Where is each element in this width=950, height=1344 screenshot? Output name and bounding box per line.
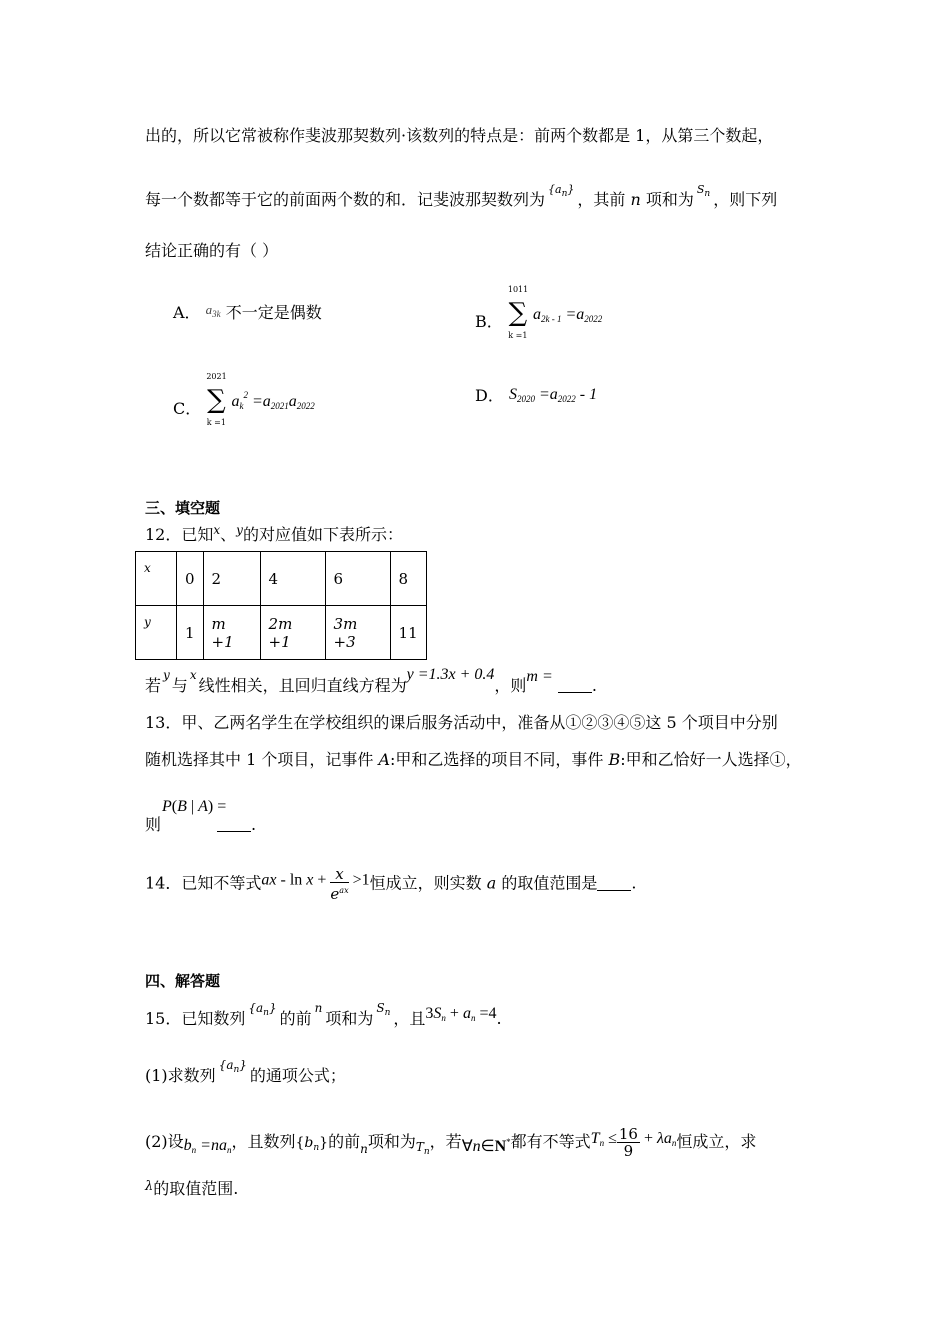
xy-table <box>135 551 427 660</box>
p15-line1: 15．已知数列$^{\{a_n\}}$的前$^n$项和为$^{S_n}$ ，且$3S_n + a_n =4$. <box>145 1001 502 1028</box>
p13-line2: 随机选择其中 1 个项目，记事件 A:甲和乙选择的项目不同，事件 B:甲和乙恰好一人选择①， <box>145 750 802 769</box>
option-c[interactable]: C． 2021 ∑ k =1 $a_k^2 =a_{2021}a_{2022}$ <box>173 372 315 427</box>
p11-line2: 每一个数都等于它的前面两个数的和．记斐波那契数列为$^{\{a_n\}}$，其前 n 项和为$^{S_n}$ ，则下列 <box>145 183 778 209</box>
summation-b: 1011 ∑ k =1 <box>507 285 529 340</box>
p12-line1: 12．已知$^x$、$^y$的对应值如下表所示： <box>145 523 403 544</box>
p15-part1: (1)求数列$^{\{a_n\}}$的通项公式； <box>145 1058 346 1085</box>
p15-part2: (2)设$b_n =na_n$，且数列$\{b_n\}$的前$_n$项和为$_{T_n}$，若∀n∈N*都有不等式$T_n$ ≤ $\frac{16}{9}$ + $\lambda a_n$恒成立，求 <box>145 1125 757 1160</box>
sum-s-n-symbol: Sn <box>696 183 711 199</box>
option-d[interactable]: D． $S_{2020} =a_{2022} - 1$ <box>475 386 598 405</box>
p13-formula: P(B | A) = <box>162 798 227 815</box>
p13-line3: 则 . <box>145 815 257 834</box>
seq-a-n-symbol: {an} <box>548 183 575 199</box>
summation-c: 2021 ∑ k =1 <box>206 372 227 427</box>
section-3-heading: 三、填空题 <box>145 499 221 517</box>
p11-line1: 出的，所以它常被称作斐波那契数列·该数列的特点是：前两个数都是 1，从第三个数起， <box>145 126 774 145</box>
p14-line: 14．已知不等式ax - ln x + $\frac{x}{e^{ax}}$ >1恒成立，则实数 a 的取值范围是 . <box>145 865 637 903</box>
p13-line1: 13．甲、乙两名学生在学校组织的课后服务活动中，准备从①②③④⑤这 5 个项目中分别 <box>145 713 778 732</box>
p15-part2-end: $^\lambda$的取值范围. <box>145 1179 239 1198</box>
p11-line3: 结论正确的有（ ） <box>145 241 279 260</box>
option-a[interactable]: A． $^{a_{3k}}$ 不一定是偶数 <box>173 302 322 322</box>
answer-blank[interactable] <box>597 876 631 891</box>
answer-blank[interactable] <box>217 817 251 832</box>
p12-line2: 若$^y$与$^x$线性相关，且回归直线方程为y =1.3x + 0.4，则m = . <box>145 666 597 695</box>
table-row: y 1 m +1 2m +1 3m +3 11 <box>136 606 427 660</box>
section-4-heading: 四、解答题 <box>145 972 221 990</box>
table-row: x 0 2 4 6 8 <box>136 552 427 606</box>
answer-blank[interactable] <box>558 678 592 693</box>
option-b[interactable]: B． 1011 ∑ k =1 $a_{2k - 1} =a_{2022}$ <box>475 285 603 340</box>
